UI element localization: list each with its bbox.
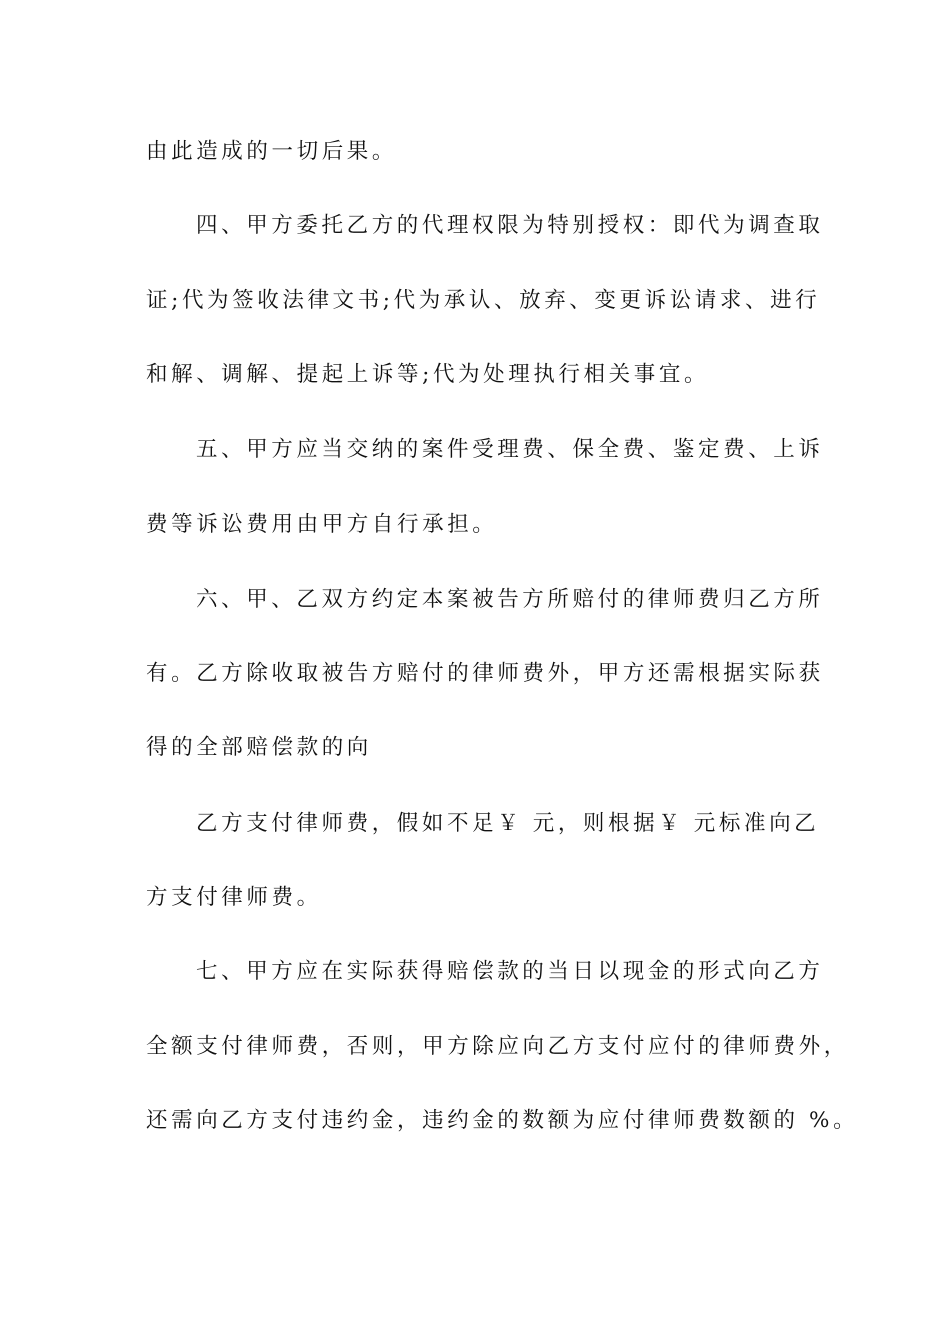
payment-paragraph-line-1: 乙方支付律师费，假如不足￥ 元，则根据￥ 元标准向乙 — [196, 811, 820, 836]
paragraph-four-line-1: 四、甲方委托乙方的代理权限为特别授权：即代为调查取 — [196, 213, 824, 238]
text-line: 证;代为签收法律文书;代为承认、放弃、变更诉讼请求、进行 — [146, 288, 821, 313]
text-line: 和解、调解、提起上诉等;代为处理执行相关事宜。 — [146, 362, 710, 387]
text-line: 有。乙方除收取被告方赔付的律师费外，甲方还需根据实际获 — [146, 661, 824, 686]
text-line: 方支付律师费。 — [146, 885, 322, 910]
text-line: 还需向乙方支付违约金，违约金的数额为应付律师费数额的 %。 — [146, 1108, 859, 1133]
text-line: 由此造成的一切后果。 — [146, 139, 398, 164]
text-line: 全额支付律师费，否则，甲方除应向乙方支付应付的律师费外， — [146, 1034, 849, 1059]
paragraph-six-line-1: 六、甲、乙双方约定本案被告方所赔付的律师费归乙方所 — [196, 587, 824, 612]
paragraph-five-line-1: 五、甲方应当交纳的案件受理费、保全费、鉴定费、上诉 — [196, 437, 824, 462]
text-line: 得的全部赔偿款的向 — [146, 735, 372, 760]
text-line: 费等诉讼费用由甲方自行承担。 — [146, 512, 498, 537]
paragraph-seven-line-1: 七、甲方应在实际获得赔偿款的当日以现金的形式向乙方 — [196, 959, 824, 984]
